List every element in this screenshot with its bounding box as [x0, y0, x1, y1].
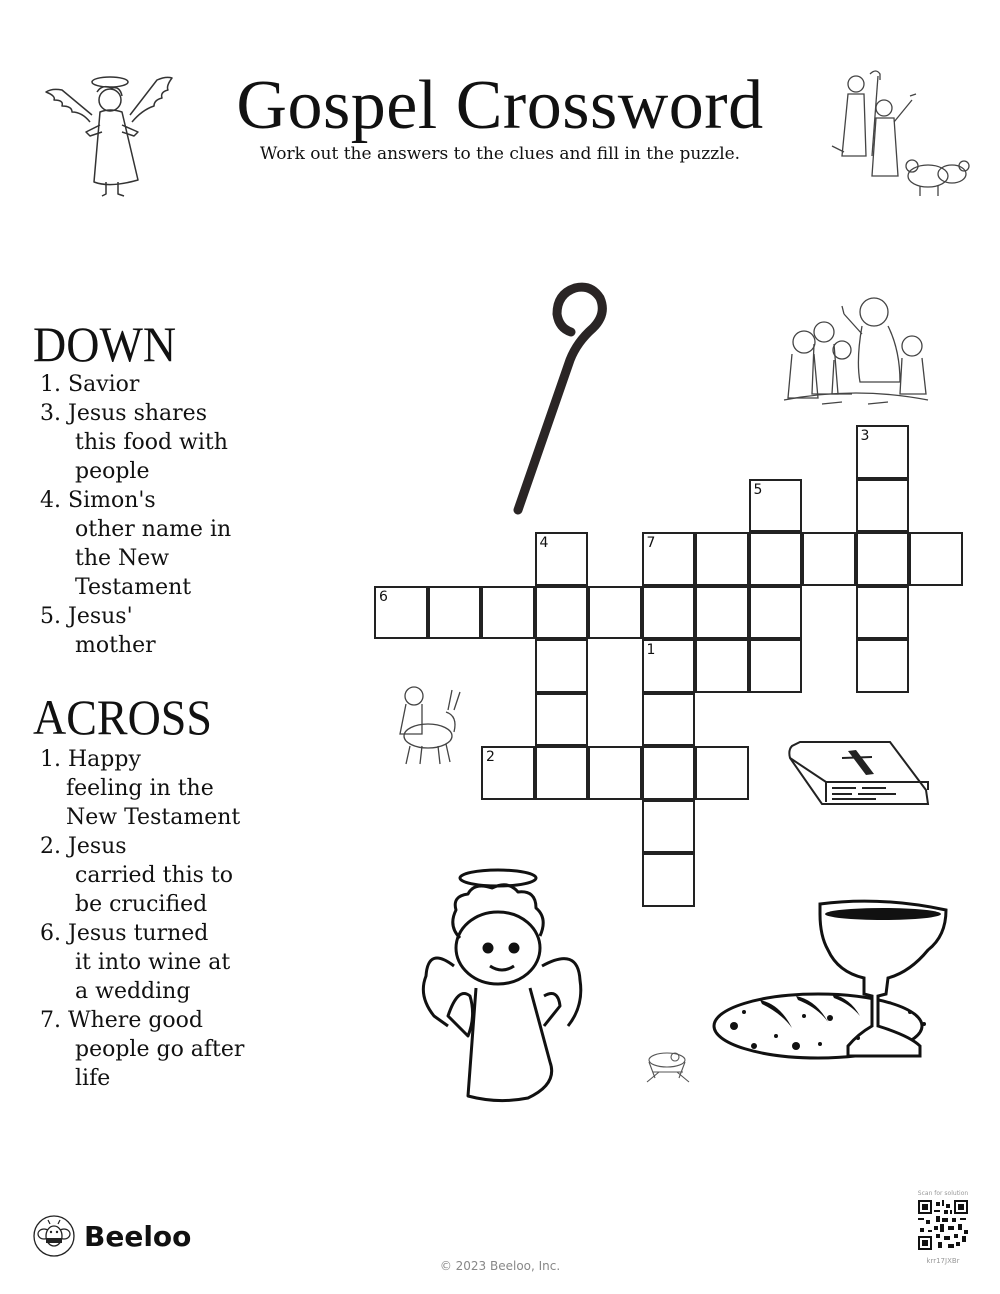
clue-number: 5	[753, 481, 763, 498]
crossword-cell[interactable]	[802, 532, 856, 586]
down-clue-list	[40, 370, 265, 660]
clue-number: 1	[646, 642, 656, 658]
qr-code-icon	[918, 1200, 968, 1250]
clue-number: 7	[646, 535, 656, 551]
page-subtitle: Work out the answers to the clues and fill in the puzzle.	[259, 144, 741, 164]
crossword-cell[interactable]	[481, 586, 535, 640]
shepherds-icon	[828, 66, 973, 201]
bread-and-chalice-icon	[710, 896, 962, 1062]
crossword-cell[interactable]	[642, 746, 696, 800]
copyright-text: © 2023 Beeloo, Inc.	[439, 1259, 561, 1273]
brand-logo[interactable]	[32, 1214, 191, 1258]
crossword-cell[interactable]	[535, 532, 589, 586]
crossword-cell[interactable]	[695, 586, 749, 640]
crossword-cell[interactable]	[588, 586, 642, 640]
page-title: Gospel Crossword	[236, 67, 764, 144]
crossword-cell[interactable]	[856, 586, 910, 640]
crossword-cell[interactable]	[535, 586, 589, 640]
crossword-cell[interactable]	[535, 639, 589, 693]
clue-number: 2	[486, 749, 495, 765]
qr-code-id: krr17JXBr	[926, 1257, 960, 1265]
jesus-teaching-icon	[782, 290, 930, 405]
bible-icon	[786, 738, 931, 808]
crossword-cell[interactable]	[695, 639, 749, 693]
crossword-cell[interactable]	[642, 639, 696, 693]
crossword-cell[interactable]	[535, 746, 589, 800]
across-clue-1: 1. Happy feeling in the New Testament	[40, 747, 241, 830]
crossword-cell[interactable]	[856, 425, 910, 479]
clue-number: 6	[379, 588, 388, 605]
angel-icon	[42, 70, 177, 200]
crossword-cell[interactable]	[588, 746, 642, 800]
down-heading: DOWN	[33, 316, 177, 372]
down-clue-5: 5. Jesus' mother	[40, 604, 156, 658]
qr-solution[interactable]	[910, 1190, 976, 1265]
crossword-cell[interactable]	[749, 586, 803, 640]
qr-caption: Scan for solution	[917, 1190, 969, 1197]
crossword-cell[interactable]	[374, 586, 428, 640]
crossword-cell[interactable]	[909, 532, 963, 586]
crossword-cell[interactable]	[642, 586, 696, 640]
across-heading: ACROSS	[33, 689, 212, 745]
across-clue-2: 2. Jesus carried this to be crucified	[40, 834, 234, 917]
crossword-cell[interactable]	[695, 532, 749, 586]
crossword-cell[interactable]	[642, 532, 696, 586]
crossword-cell[interactable]	[749, 479, 803, 533]
clue-number: 4	[539, 535, 549, 551]
crossword-cell[interactable]	[642, 800, 696, 854]
crossword-cell[interactable]	[856, 639, 910, 693]
bee-icon	[32, 1214, 76, 1258]
down-clue-3: 3. Jesus shares this food with people	[40, 401, 228, 484]
crossword-cell[interactable]	[749, 639, 803, 693]
mary-on-donkey-icon	[392, 682, 464, 768]
cartoon-angel-icon	[418, 866, 586, 1106]
crossword-cell[interactable]	[856, 479, 910, 533]
crossword-cell[interactable]	[481, 746, 535, 800]
clue-number: 3	[860, 428, 870, 444]
crossword-cell[interactable]	[695, 746, 749, 800]
across-clue-list	[40, 745, 265, 1093]
brand-name: Beeloo	[84, 1219, 192, 1253]
crossword-cell[interactable]	[642, 693, 696, 747]
crossword-cell[interactable]	[428, 586, 482, 640]
baby-in-manger-icon	[645, 1048, 691, 1084]
down-clue-1: 1. Savior	[40, 372, 140, 397]
crossword-cell[interactable]	[535, 693, 589, 747]
across-clue-6: 6. Jesus turned it into wine at a wedding	[40, 921, 231, 1004]
down-clue-4: 4. Simon's other name in the New Testament	[40, 488, 232, 600]
crossword-cell[interactable]	[856, 532, 910, 586]
across-clue-7: 7. Where good people go after life	[40, 1008, 245, 1091]
shepherd-staff-icon	[505, 280, 615, 520]
crossword-cell[interactable]	[749, 532, 803, 586]
crossword-cell[interactable]	[642, 853, 696, 907]
